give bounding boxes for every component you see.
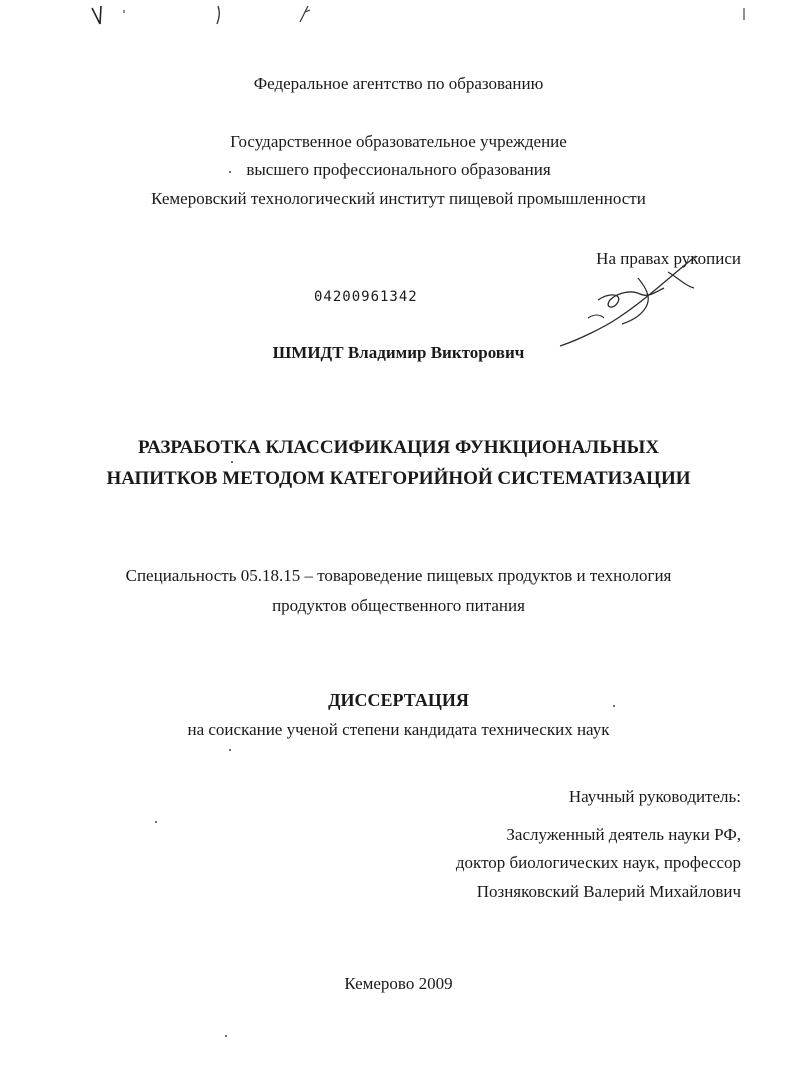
title-line-2: НАПИТКОВ МЕТОДОМ КАТЕГОРИЙНОЙ СИСТЕМАТИЗАЦИИ	[106, 468, 691, 489]
title-line-1: РАЗРАБОТКА КЛАССИФИКАЦИЯ ФУНКЦИОНАЛЬНЫХ	[137, 437, 660, 458]
supervisor-title-2: доктор биологических наук, профессор	[455, 853, 741, 872]
degree-line: на соискание ученой степени кандидата технических наук	[187, 720, 610, 739]
author-name: ШМИДТ Владимир Викторович	[272, 343, 525, 362]
rights-note: На правах рукописи	[596, 249, 741, 268]
city-year: Кемерово 2009	[344, 974, 453, 993]
agency-line: Федеральное агентство по образованию	[253, 74, 544, 93]
document-type: ДИССЕРТАЦИЯ	[328, 690, 469, 710]
institution-line-1: Государственное образовательное учреждение	[230, 132, 567, 151]
institution-line-2: высшего профессионального образования	[246, 160, 551, 179]
registration-code: 04200961342	[314, 289, 418, 305]
specialty-line-2: продуктов общественного питания	[272, 596, 525, 615]
supervisor-label: Научный руководитель:	[568, 787, 741, 806]
institution-line-3: Кемеровский технологический институт пищевой промышленности	[151, 189, 646, 208]
supervisor-title-1: Заслуженный деятель науки РФ,	[506, 825, 741, 844]
supervisor-name: Позняковский Валерий Михайлович	[476, 882, 741, 901]
specialty-line-1: Специальность 05.18.15 – товароведение пищевых продуктов и технология	[125, 566, 672, 585]
